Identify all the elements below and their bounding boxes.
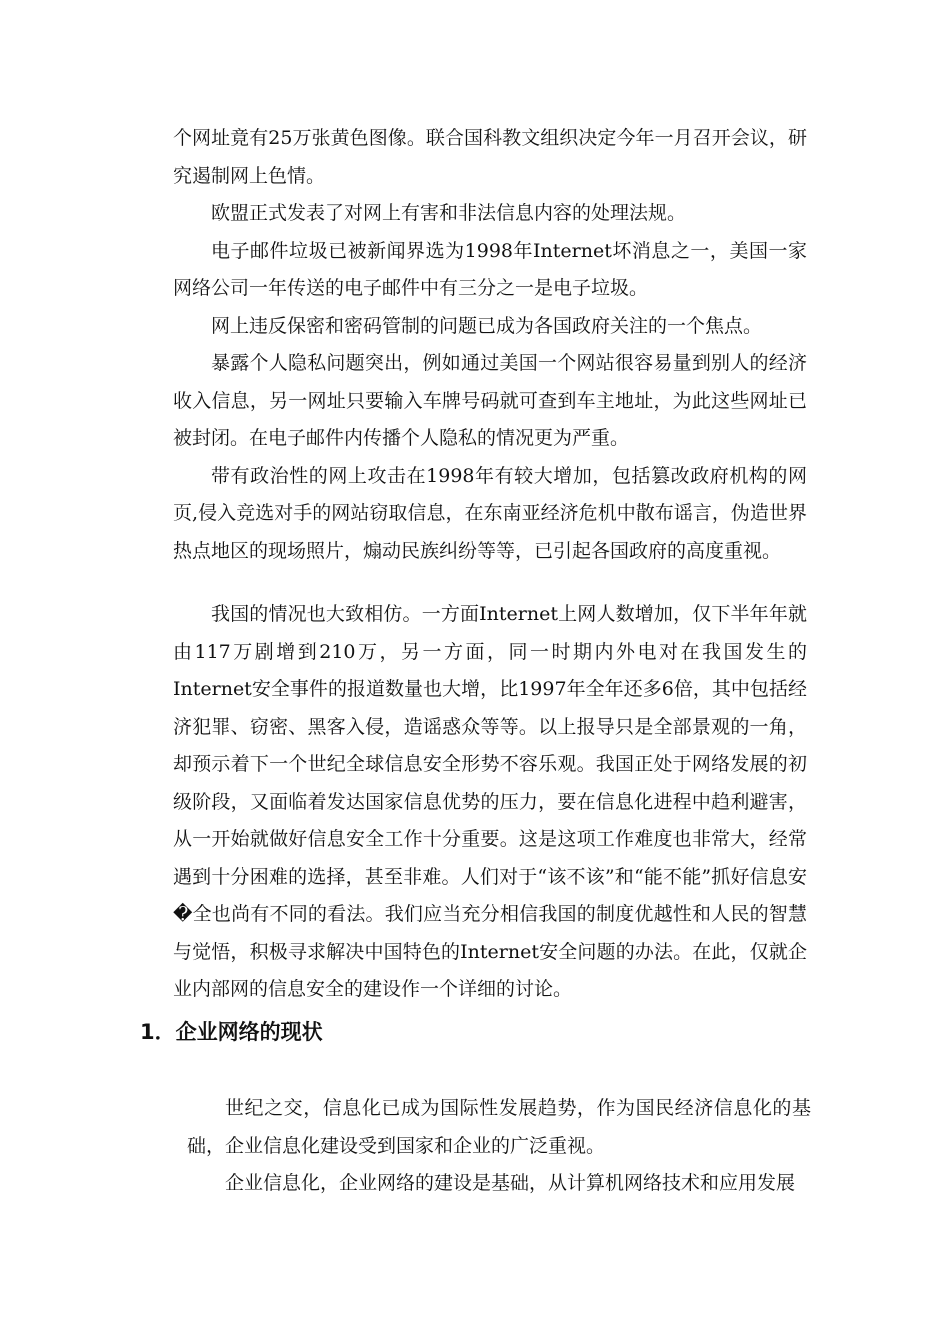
section-c xyxy=(187,1090,811,1203)
paragraph: 欧盟正式发表了对网上有害和非法信息内容的处理法规。 xyxy=(211,202,687,224)
paragraph: 我国的情况也大致相仿。一方面Internet上网人数增加，仅下半年年就由117万剧增到210万，另一方面，同一时期内外电对在我国发生的Internet安全事件的报道数量也大增，比1997年全年还多6倍，其中包括经济犯罪、窃密、黑客入侵，造谣惑众等等。以上报导只是全部景观的一角，却预示着下一个世纪全球信息安全形势不容乐观。我国正处于网络发展的初级阶段，又面临着发达国家信息优势的压力，要在信息化进程中趋利避害，从一开始就做好信息安全工作十分重要。这是这项工作难度也非常大，经常遇到十分困难的选择，甚至非难。人们对于“该不该”和“能不能”抓好信息安�全也尚有不同的看法。我们应当充分相信我国的制度优越性和人民的智慧与觉悟，积极寻求解决中国特色的Internet安全问题的办法。在此，仅就企业内部网的信息安全的建设作一个详细的讨论。 xyxy=(173,603,807,1000)
section-a xyxy=(173,120,807,570)
section-heading: 1．企业网络的现状 xyxy=(140,1020,323,1044)
section-b xyxy=(173,596,807,1009)
paragraph: 带有政治性的网上攻击在1998年有较大增加，包括篡改政府机构的网页,侵入竞选对手的网站窃取信息，在东南亚经济危机中散布谣言，伪造世界热点地区的现场照片，煽动民族纠纷等等，已引起各国政府的高度重视。 xyxy=(173,464,807,562)
paragraph: 电子邮件垃圾已被新闻界选为1998年Internet坏消息之一，美国一家网络公司一年传送的电子邮件中有三分之一是电子垃圾。 xyxy=(173,239,807,299)
paragraph: 个网址竟有25万张黄色图像。联合国科教文组织决定今年一月召开会议，研究遏制网上色情。 xyxy=(173,127,807,187)
paragraph: 企业信息化，企业网络的建设是基础，从计算机网络技术和应用发展 xyxy=(225,1172,796,1194)
paragraph: 世纪之交，信息化已成为国际性发展趋势，作为国民经济信息化的基础，企业信息化建设受到国家和企业的广泛重视。 xyxy=(187,1097,811,1157)
paragraph: 暴露个人隐私问题突出，例如通过美国一个网站很容易量到别人的经济收入信息，另一网址只要输入车牌号码就可查到车主地址，为此这些网址已被封闭。在电子邮件内传播个人隐私的情况更为严重。 xyxy=(173,352,807,449)
paragraph: 网上违反保密和密码管制的问题已成为各国政府关注的一个焦点。 xyxy=(211,314,763,337)
